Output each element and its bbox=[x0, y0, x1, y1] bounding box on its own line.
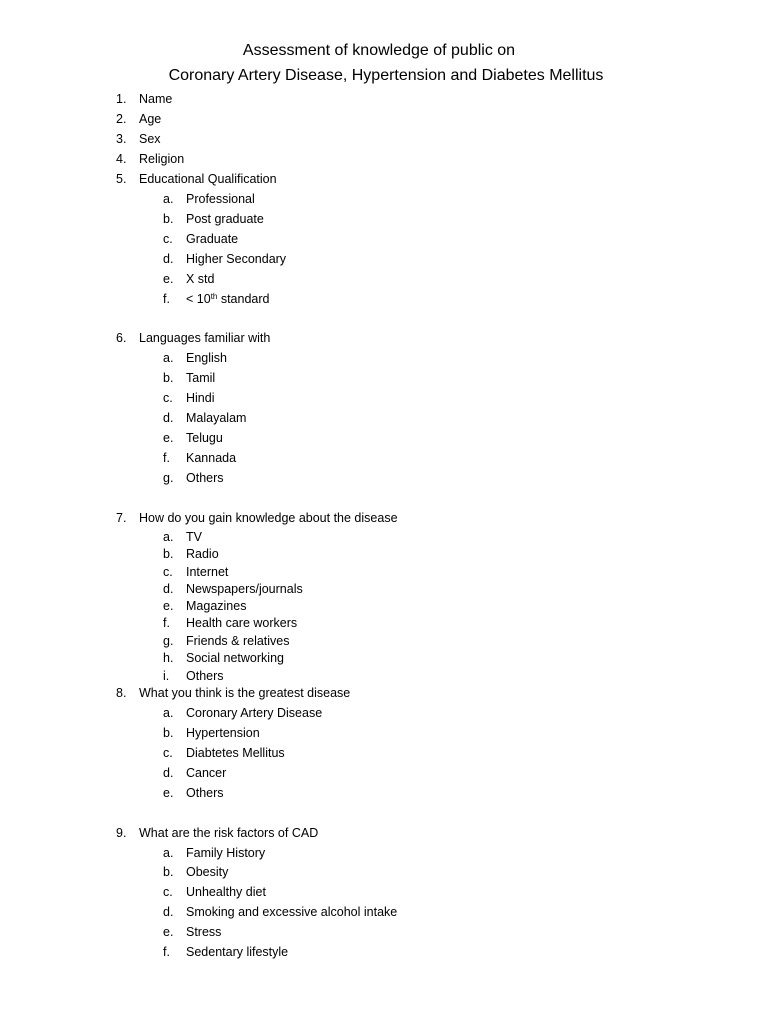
option-text: Others bbox=[186, 471, 224, 485]
option-letter: d. bbox=[163, 252, 174, 266]
ordinal-superscript: th bbox=[210, 292, 218, 301]
question-text: Sex bbox=[139, 132, 161, 146]
option-text: Unhealthy diet bbox=[186, 885, 266, 899]
option-text: Tamil bbox=[186, 371, 216, 385]
option-letter: b. bbox=[163, 212, 174, 226]
question-number: 9. bbox=[116, 826, 127, 840]
option-text: Graduate bbox=[186, 232, 239, 246]
option-letter: a. bbox=[163, 351, 174, 365]
option-letter: e. bbox=[163, 599, 174, 613]
option-text: Others bbox=[186, 669, 224, 683]
question-number: 3. bbox=[116, 132, 127, 146]
question-number: 7. bbox=[116, 511, 127, 525]
question-text: Educational Qualification bbox=[139, 172, 277, 186]
option-letter: a. bbox=[163, 846, 174, 860]
option-letter: f. bbox=[163, 945, 170, 959]
option-letter: i. bbox=[163, 669, 170, 683]
option-letter: c. bbox=[163, 885, 173, 899]
question-number: 6. bbox=[116, 331, 127, 345]
option-letter: c. bbox=[163, 391, 173, 405]
option-letter: f. bbox=[163, 292, 170, 306]
option-text: Magazines bbox=[186, 599, 247, 613]
option-letter: a. bbox=[163, 706, 174, 720]
option-letter: e. bbox=[163, 925, 174, 939]
question-number: 4. bbox=[116, 152, 127, 166]
option-letter: b. bbox=[163, 865, 174, 879]
option-letter: b. bbox=[163, 547, 174, 561]
option-text: Newspapers/journals bbox=[186, 582, 303, 596]
option-text-after: standard bbox=[217, 292, 270, 306]
option-letter: b. bbox=[163, 726, 174, 740]
question-text: Religion bbox=[139, 152, 185, 166]
option-text: Social networking bbox=[186, 651, 284, 665]
option-letter: g. bbox=[163, 634, 174, 648]
option-letter: d. bbox=[163, 582, 174, 596]
option-letter: d. bbox=[163, 766, 174, 780]
option-text-before: < 10 bbox=[186, 292, 211, 306]
option-text: Friends & relatives bbox=[186, 634, 290, 648]
option-letter: f. bbox=[163, 451, 170, 465]
question-number: 1. bbox=[116, 92, 127, 106]
option-letter: b. bbox=[163, 371, 174, 385]
option-letter: a. bbox=[163, 192, 174, 206]
option-text: Post graduate bbox=[186, 212, 264, 226]
question-number: 5. bbox=[116, 172, 127, 186]
option-text: Malayalam bbox=[186, 411, 247, 425]
question-number: 2. bbox=[116, 112, 127, 126]
document-title-line2: Coronary Artery Disease, Hypertension and Diabetes Mellitus bbox=[168, 67, 604, 84]
option-text: Higher Secondary bbox=[186, 252, 287, 266]
option-text: Hindi bbox=[186, 391, 215, 405]
option-letter: f. bbox=[163, 616, 170, 630]
option-letter: a. bbox=[163, 530, 174, 544]
option-text: Kannada bbox=[186, 451, 237, 465]
option-text: Radio bbox=[186, 547, 219, 561]
option-letter: e. bbox=[163, 272, 174, 286]
option-letter: e. bbox=[163, 786, 174, 800]
question-text: How do you gain knowledge about the disease bbox=[139, 511, 398, 525]
option-letter: e. bbox=[163, 431, 174, 445]
question-number: 8. bbox=[116, 686, 127, 700]
option-letter: h. bbox=[163, 651, 174, 665]
question-text: Name bbox=[139, 92, 173, 106]
option-text: Others bbox=[186, 786, 224, 800]
option-text: TV bbox=[186, 530, 202, 544]
option-text: Diabtetes Mellitus bbox=[186, 746, 285, 760]
option-letter: c. bbox=[163, 746, 173, 760]
option-text: Professional bbox=[186, 192, 255, 206]
option-text: Obesity bbox=[186, 865, 229, 879]
option-letter: c. bbox=[163, 232, 173, 246]
option-text: Cancer bbox=[186, 766, 227, 780]
option-text: Hypertension bbox=[186, 726, 260, 740]
question-text: Age bbox=[139, 112, 162, 126]
option-text: Sedentary lifestyle bbox=[186, 945, 289, 959]
option-text: X std bbox=[186, 272, 215, 286]
option-text: Coronary Artery Disease bbox=[186, 706, 323, 720]
option-letter: c. bbox=[163, 565, 173, 579]
option-text: Health care workers bbox=[186, 616, 298, 630]
option-text: English bbox=[186, 351, 227, 365]
option-text: Family History bbox=[186, 846, 266, 860]
option-text: Telugu bbox=[186, 431, 223, 445]
option-text bbox=[186, 291, 269, 307]
option-text: Smoking and excessive alcohol intake bbox=[186, 905, 398, 919]
option-letter: g. bbox=[163, 471, 174, 485]
option-letter: d. bbox=[163, 411, 174, 425]
question-text: What are the risk factors of CAD bbox=[139, 826, 319, 840]
option-letter: d. bbox=[163, 905, 174, 919]
question-text: Languages familiar with bbox=[139, 331, 271, 345]
question-text: What you think is the greatest disease bbox=[139, 686, 351, 700]
document-title-line1: Assessment of knowledge of public on bbox=[242, 42, 516, 59]
option-text: Internet bbox=[186, 565, 229, 579]
option-text: Stress bbox=[186, 925, 222, 939]
